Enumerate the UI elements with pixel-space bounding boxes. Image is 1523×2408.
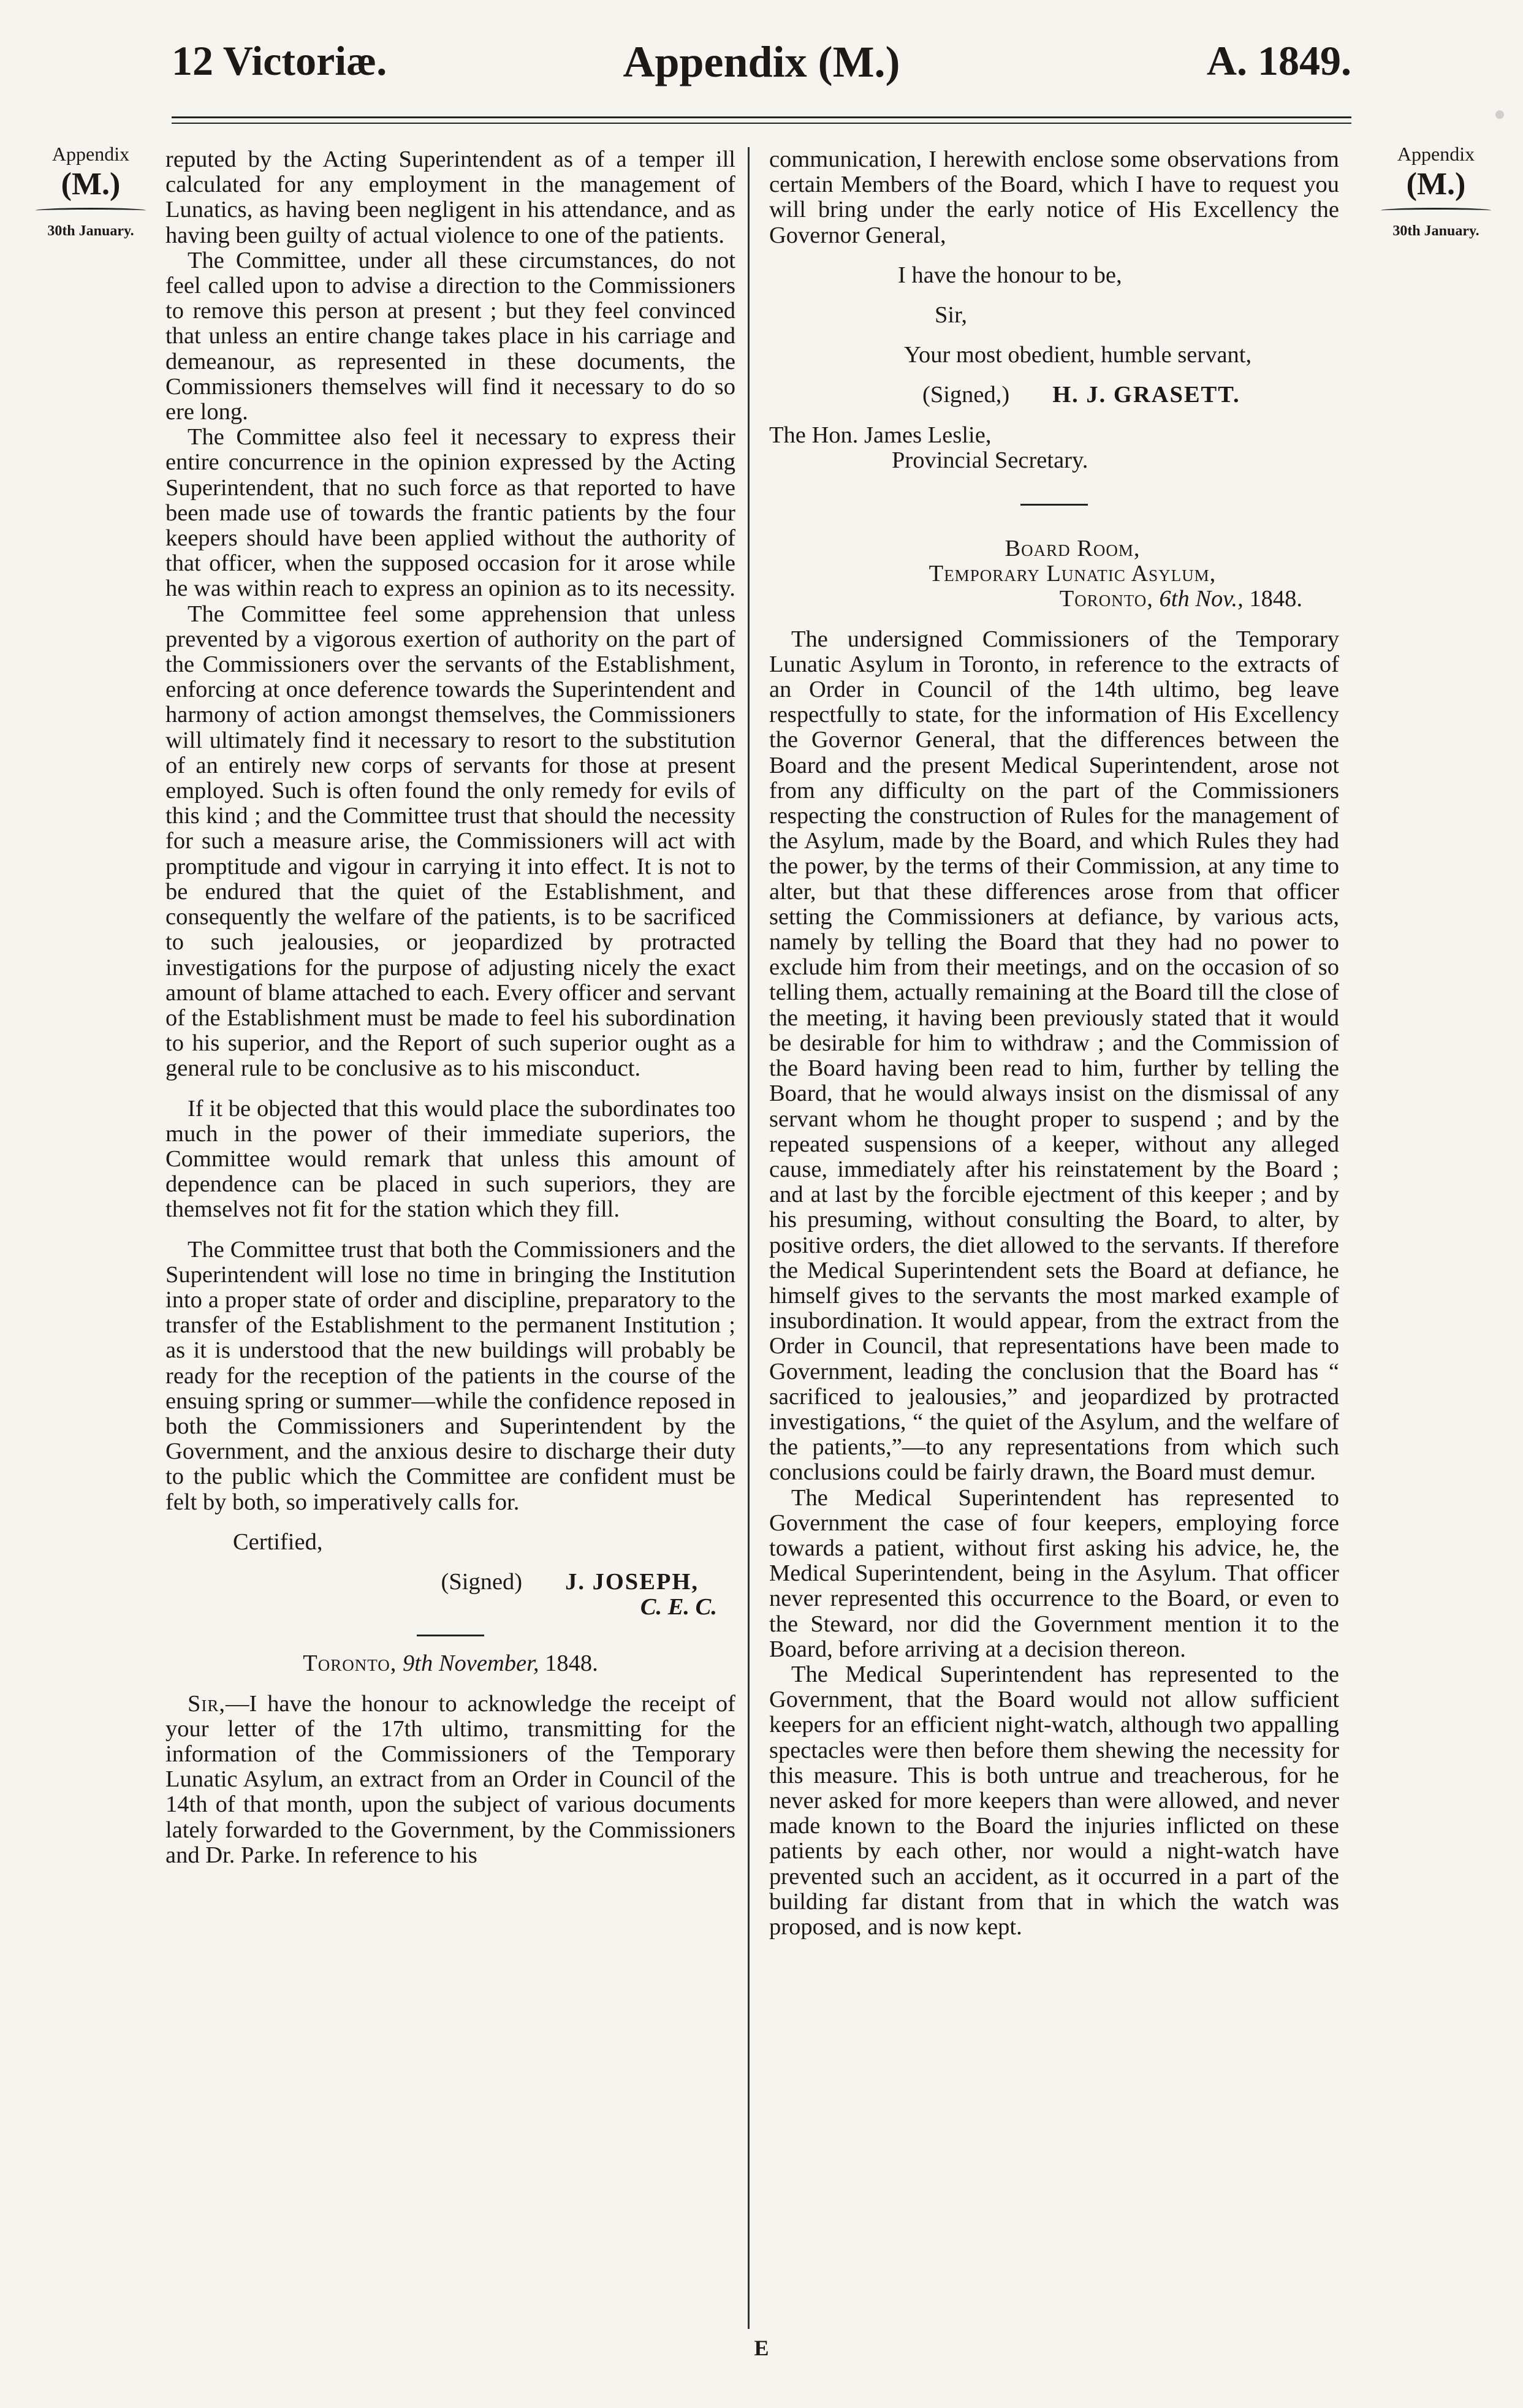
addressee-title: Provincial Secretary. [892,447,1088,473]
paragraph: The Medical Superintendent has represented to Government the case of four keepers, employing force towards a patient, without first asking his advice, he, the Medical Superintendent, being in the Asylum. That officer never represented this occurrence to the Board, or even to the Steward, nor did the Government mention it to the Board, before arriving at a decision thereon. [769,1484,1339,1662]
column-divider [748,147,750,2329]
margin-letter: (M.) [1406,167,1466,202]
signatory-name: H. J. GRASETT. [1052,382,1240,408]
heading-board-room: Board Room, [1005,536,1141,562]
signature-mark: E [754,2336,769,2360]
signatory-name: J. JOSEPH, [565,1568,699,1595]
header-session: 12 Victoriæ. [172,37,387,84]
certified-label: Certified, [233,1529,323,1555]
paragraph: The Committee also feel it necessary to express their entire concurrence in the opinion expressed by the Acting Superintendent, that no such force as that reported to have been made use of towards the frantic patients by the four keepers should have been applied without the authority of that officer, when the supposed occasion for it arose while he was within reach to express an opinion as to its necessity. [165,424,735,602]
paragraph: The Medical Superintendent has represented to the Government, that the Board would not allow sufficient keepers for an efficient night-watch, although two appalling spectacles were then before them shewing the necessity for this measure. This is both untrue and treacherous, for he never asked for more keepers than were allowed, and never made known to the Board the injuries inflicted on these patients by each other, nor would a night-watch have prevented such an accident, as it occurred in a part of the building far distant from that in which the watch was proposed, and is now kept. [769,1661,1339,1940]
signature-block [769,382,1339,408]
paragraph: The Committee trust that both the Commissioners and the Superintendent will lose no time in bringing the Institution into a proper state of order and discipline, preparatory to the transfer of the Establishment to the permanent Institution ; as it is understood that the new buildings will probably be ready for the reception of the patients in the course of the ensuing spring or summer—while the confidence reposed in both the Commissioners and Superintendent by the Government, and the anxious desire to discharge their duty to the public which the Committee are confident must be felt by both, so imperatively calls for. [165,1236,735,1515]
signed-label: (Signed) [441,1568,523,1595]
paragraph: If it be objected that this would place the subordinates too much in the power of their immediate superiors, the Committee would remark that unless this amount of dependence can be placed in such superiors, they are themselves not fit for the station which they fill. [165,1095,735,1223]
paragraph: communication, I herewith enclose some observations from certain Members of the Board, which I have to request you will bring under the early notice of His Excellency the Governor General, [769,146,1339,248]
closing-line: Your most obedient, humble servant, [904,342,1252,368]
section-rule [1020,504,1088,506]
right-column [769,147,1339,2323]
margin-note-right [1375,142,1497,240]
heading-asylum: Temporary Lunatic Asylum, [929,561,1217,587]
header-rule [172,116,1351,118]
addressee: The Hon. James Leslie, [769,422,992,448]
margin-date: 30th January. [47,222,134,239]
section-rule [417,1635,484,1636]
margin-label: Appendix [51,143,130,165]
paragraph: reputed by the Acting Superintendent as of a temper ill calculated for any employment in the management of Lunatics, as having been negligent in his attendance, and as having been guilty of actual violence to one of the patients. [165,146,735,248]
letter-body: Sir,—I have the honour to acknowledge the receipt of your letter of the 17th ultimo, transmitting for the information of the Commissioners of the Temporary Lunatic Asylum, an extract from an Order in Council of the 14th of that month, upon the subject of various documents lately forwarded to the Government, by the Commissioners and Dr. Parke. In reference to his [165,1690,735,1868]
header-appendix: Appendix (M.) [623,37,900,86]
margin-label: Appendix [1397,143,1475,165]
heading-dateline: Toronto, 6th Nov., 1848. [1059,586,1302,612]
margin-letter: (M.) [61,167,121,202]
salutation: Sir, [188,1690,226,1717]
signatory-title: C. E. C. [640,1594,717,1620]
paragraph: The Committee feel some apprehension that unless prevented by a vigorous exertion of authority on the part of the Commissioners over the servants of the Establishment, enforcing at once deference towards the Superintendent and harmony of action amongst themselves, the Commissioners will ultimately find it necessary to resort to the substitution of an entirely new corps of servants for those at present employed. Such is often found the only remedy for evils of this kind ; and the Committee trust that should the necessity for such a measure arise, the Commissioners will act with promptitude and vigour in carrying it into effect. It is not to be endured that the quiet of the Establishment, and consequently the welfare of the patients, is to be sacrificed to such jealousies, or jeopardized by protracted investigations for the purpose of adjusting nicely the exact amount of blame attached to each. Every officer and servant of the Establishment must be made to feel his subordination to his superior, and the Report of such superior ought as a general rule to be conclusive as to his misconduct. [165,601,735,1082]
left-column [165,147,735,2323]
margin-note-left [29,142,152,240]
signed-label: (Signed,) [922,382,1010,408]
margin-brace [1381,208,1491,213]
header-year: A. 1849. [1206,37,1351,84]
paragraph: The undersigned Commissioners of the Temporary Lunatic Asylum in Toronto, in reference to the extracts of an Order in Council of the 14th ultimo, beg leave respectfully to state, for the information of His Excellency the Governor General, that the differences between the Board and the present Medical Superintendent, arose not from any difficulty on the part of the Commissioners respecting the construction of Rules for the management of the Asylum, made by the Board, and which Rules they had the power, by the terms of their Commission, at any time to alter, but that these differences arose from that officer setting the Commissioners at defiance, by various acts, namely by telling the Board that they had no power to exclude him from their meetings, and on the occasion of so telling them, actually remaining at the Board till the close of the meeting, it having been previously stated that it would be desirable for him to withdraw ; and the Commission of the Board having been read to him, further by telling the Board, that he would always insist on the dismissal of any servant whom he thought proper to suspend ; and by the repeated suspensions of a keeper, without any alleged cause, immediately after his reinstatement by the Board ; and at last by the forcible ejectment of this keeper ; and by his presuming, without consulting the Board, to alter, by positive orders, the diet allowed to the servants. If therefore the Medical Superintendent sets the Board at defiance, he himself gives to the servants the most marked example of insubordination. It would appear, from the extract from the Order in Council, that representations have been made to Government, leading the conclusion that the Board has “ sacrificed to jealousies,” and jeopardized by protracted investigations, “ the quiet of the Asylum, and the welfare of the patients,”—to any representations from which such conclusions could be fairly drawn, the Board must demur. [769,626,1339,1486]
margin-date: 30th January. [1392,222,1479,239]
running-header [172,37,1351,104]
closing-line: I have the honour to be, [898,262,1122,288]
print-speck [1495,110,1504,119]
signature-block [165,1570,735,1595]
dateline: Toronto, 9th November, 1848. [303,1650,598,1677]
margin-brace [36,208,146,213]
header-rule-thin [172,123,1351,124]
paragraph: The Committee, under all these circumstances, do not feel called upon to advise a direction to the Commissioners to remove this person at present ; but they feel convinced that unless an entire change takes place in his carriage and demeanour, as represented in these documents, the Commissioners themselves will find it necessary to do so ere long. [165,247,735,425]
closing-line: Sir, [935,302,968,329]
